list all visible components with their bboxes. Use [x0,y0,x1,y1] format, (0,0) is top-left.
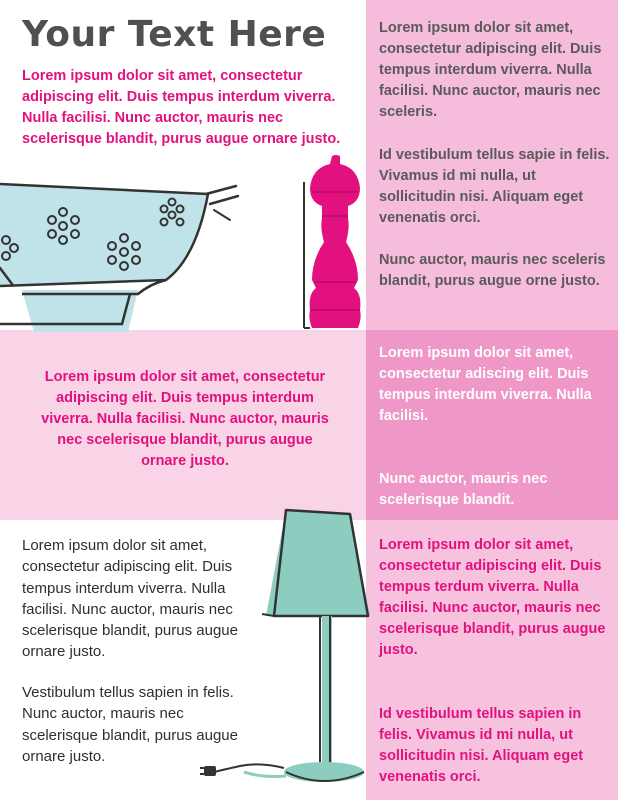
right-middle-text-2: Nunc auctor, mauris nec scelerisque blandit. [379,471,548,508]
right-bottom-text-1: Lorem ipsum dolor sit amet, consectetur adipiscing elit. Duis tempus terdum viverra. Nulla facilisi. Nunc auctor, mauris nec scelerisque blandit, purus augue justo. [379,537,606,658]
page-title: Your Text Here [22,14,327,55]
left-bottom-text-1: Lorem ipsum dolor sit amet, consectetur adipiscing elit. Duis tempus interdum viverra. Nulla facilisi. Nunc auctor, mauris nec scelerisque blandit, purus augue ornare justo. [22,537,238,661]
intro-paragraph: Lorem ipsum dolor sit amet, consectetur adipiscing elit. Duis tempus interdum viverra. Nulla facilisi. Nunc auctor, mauris nec scelerisque blandit, purus augue ornare justo. [22,68,341,147]
colander-illustration [0,176,250,336]
pepper-mill-illustration [300,152,370,330]
right-top-text-3: Nunc auctor, mauris nec sceleris blandit, purus augue orne justo. [379,252,606,289]
right-bottom-text-2: Id vestibulum tellus sapien in felis. Vivamus id mi nulla, ut sollicitudin nisi. Aliquam eget venenatis orci. [379,706,584,785]
middle-center-text: Lorem ipsum dolor sit amet, consectetur adipiscing elit. Duis tempus interdum viverra. Nulla facilisi. Nunc auctor, mauris nec scelerisque blandit, purus augue ornare justo. [41,369,329,469]
right-top-text-2: Id vestibulum tellus sapie in felis. Vivamus id mi nulla, ut sollicitudin nisi. Aliquam eget venenatis orci. [379,147,610,226]
left-bottom-text-2: Vestibulum tellus sapien in felis. Nunc auctor, mauris nec scelerisque blandit, purus augue ornare justo. [22,684,238,765]
right-top-text-1: Lorem ipsum dolor sit amet, consectetur adipiscing elit. Duis tempus interdum viverra. Nulla facilisi. Nunc auctor, mauris nec sceleris. [379,20,602,120]
right-middle-text-1: Lorem ipsum dolor sit amet, consectetur adiscing elit. Duis tempus interdum viverra. Nulla facilisi. [379,345,592,424]
